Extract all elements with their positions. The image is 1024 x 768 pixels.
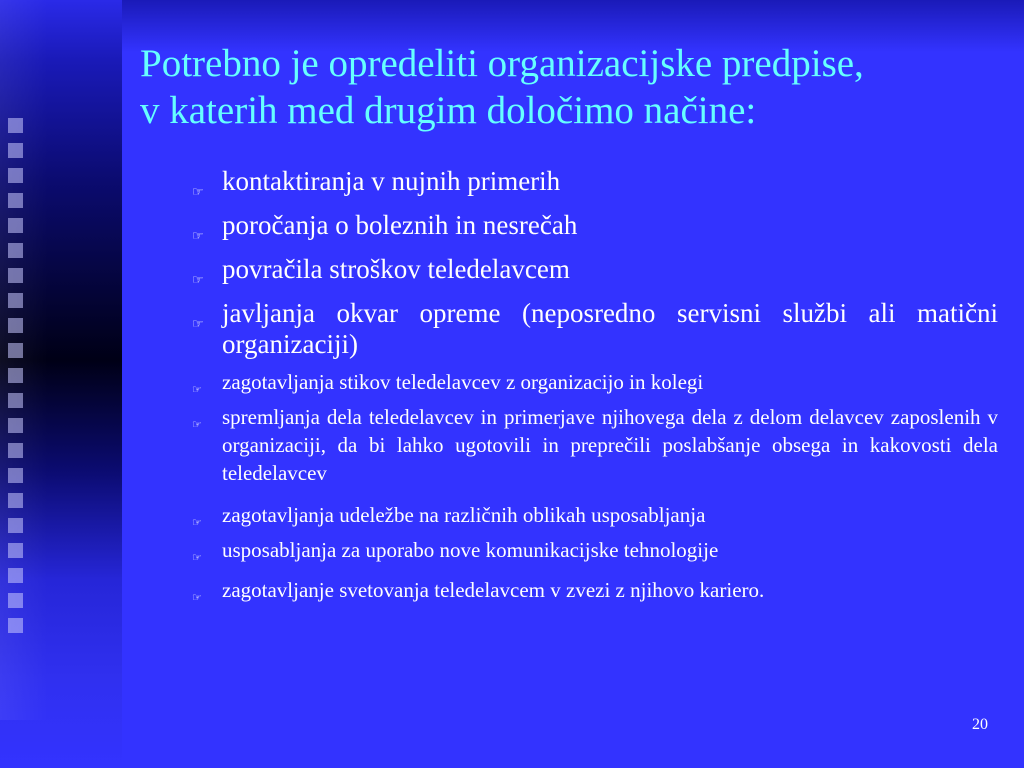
decorative-square (8, 518, 23, 533)
decorative-square (8, 193, 23, 208)
decorative-square (8, 543, 23, 558)
decorative-square (8, 168, 23, 183)
bullet-item (192, 210, 998, 241)
decorative-square (8, 318, 23, 333)
bullet-text: povračila stroškov teledelavcem (222, 254, 570, 284)
decorative-square (8, 618, 23, 633)
decorative-square (8, 393, 23, 408)
decorative-square (8, 468, 23, 483)
decorative-left-band (0, 0, 122, 768)
bullet-text: zagotavljanja stikov teledelavcev z organizacijo in kolegi (222, 370, 704, 394)
bullet-text: javljanja okvar opreme (neposredno servisni službi ali matični organizaciji) (222, 298, 998, 359)
bullet-text: poročanja o boleznih in nesrečah (222, 210, 578, 240)
decorative-square (8, 368, 23, 383)
pointing-hand-icon: ☞ (192, 384, 202, 396)
bullet-item (192, 403, 998, 487)
decorative-square (8, 118, 23, 133)
decorative-squares (8, 118, 24, 643)
bullet-item (192, 254, 998, 285)
bullet-item (192, 368, 998, 396)
bullet-text: usposabljanja za uporabo nove komunikacijske tehnologije (222, 538, 719, 562)
pointing-hand-icon: ☞ (192, 272, 204, 287)
pointing-hand-icon: ☞ (192, 316, 204, 331)
bullet-text: kontaktiranja v nujnih primerih (222, 166, 561, 196)
slide-title (140, 40, 1000, 134)
slide-title-line-1: Potrebno je opredeliti organizacijske predpise, (140, 42, 864, 85)
pointing-hand-icon: ☞ (192, 552, 202, 564)
bullet-item (192, 576, 998, 604)
decorative-square (8, 143, 23, 158)
decorative-square (8, 568, 23, 583)
bullet-item (192, 501, 998, 529)
bullet-text: zagotavljanje svetovanja teledelavcem v zvezi z njihovo kariero. (222, 578, 765, 602)
slide-content (122, 0, 1024, 768)
pointing-hand-icon: ☞ (192, 592, 202, 604)
slide-title-line-2: v katerih med drugim določimo načine: (140, 89, 757, 132)
decorative-square (8, 593, 23, 608)
decorative-square (8, 243, 23, 258)
pointing-hand-icon: ☞ (192, 184, 204, 199)
bullet-text: zagotavljanja udeležbe na različnih oblikah usposabljanja (222, 503, 706, 527)
bullet-item (192, 298, 998, 360)
pointing-hand-icon: ☞ (192, 517, 202, 529)
decorative-square (8, 293, 23, 308)
bullet-text: spremljanja dela teledelavcev in primerjave njihovega dela z delom delavcev zaposlenih v organizaciji, da bi lahko ugotovili in preprečili poslabšanje obsega in kakovosti dela teledelavcev (222, 405, 998, 485)
decorative-square (8, 343, 23, 358)
decorative-square (8, 218, 23, 233)
decorative-square (8, 493, 23, 508)
decorative-square (8, 443, 23, 458)
decorative-square (8, 268, 23, 283)
bullet-item (192, 166, 998, 197)
bullet-item (192, 536, 998, 564)
pointing-hand-icon: ☞ (192, 228, 204, 243)
pointing-hand-icon: ☞ (192, 419, 202, 431)
page-number: 20 (972, 716, 988, 733)
decorative-square (8, 418, 23, 433)
bullet-list (192, 166, 998, 611)
